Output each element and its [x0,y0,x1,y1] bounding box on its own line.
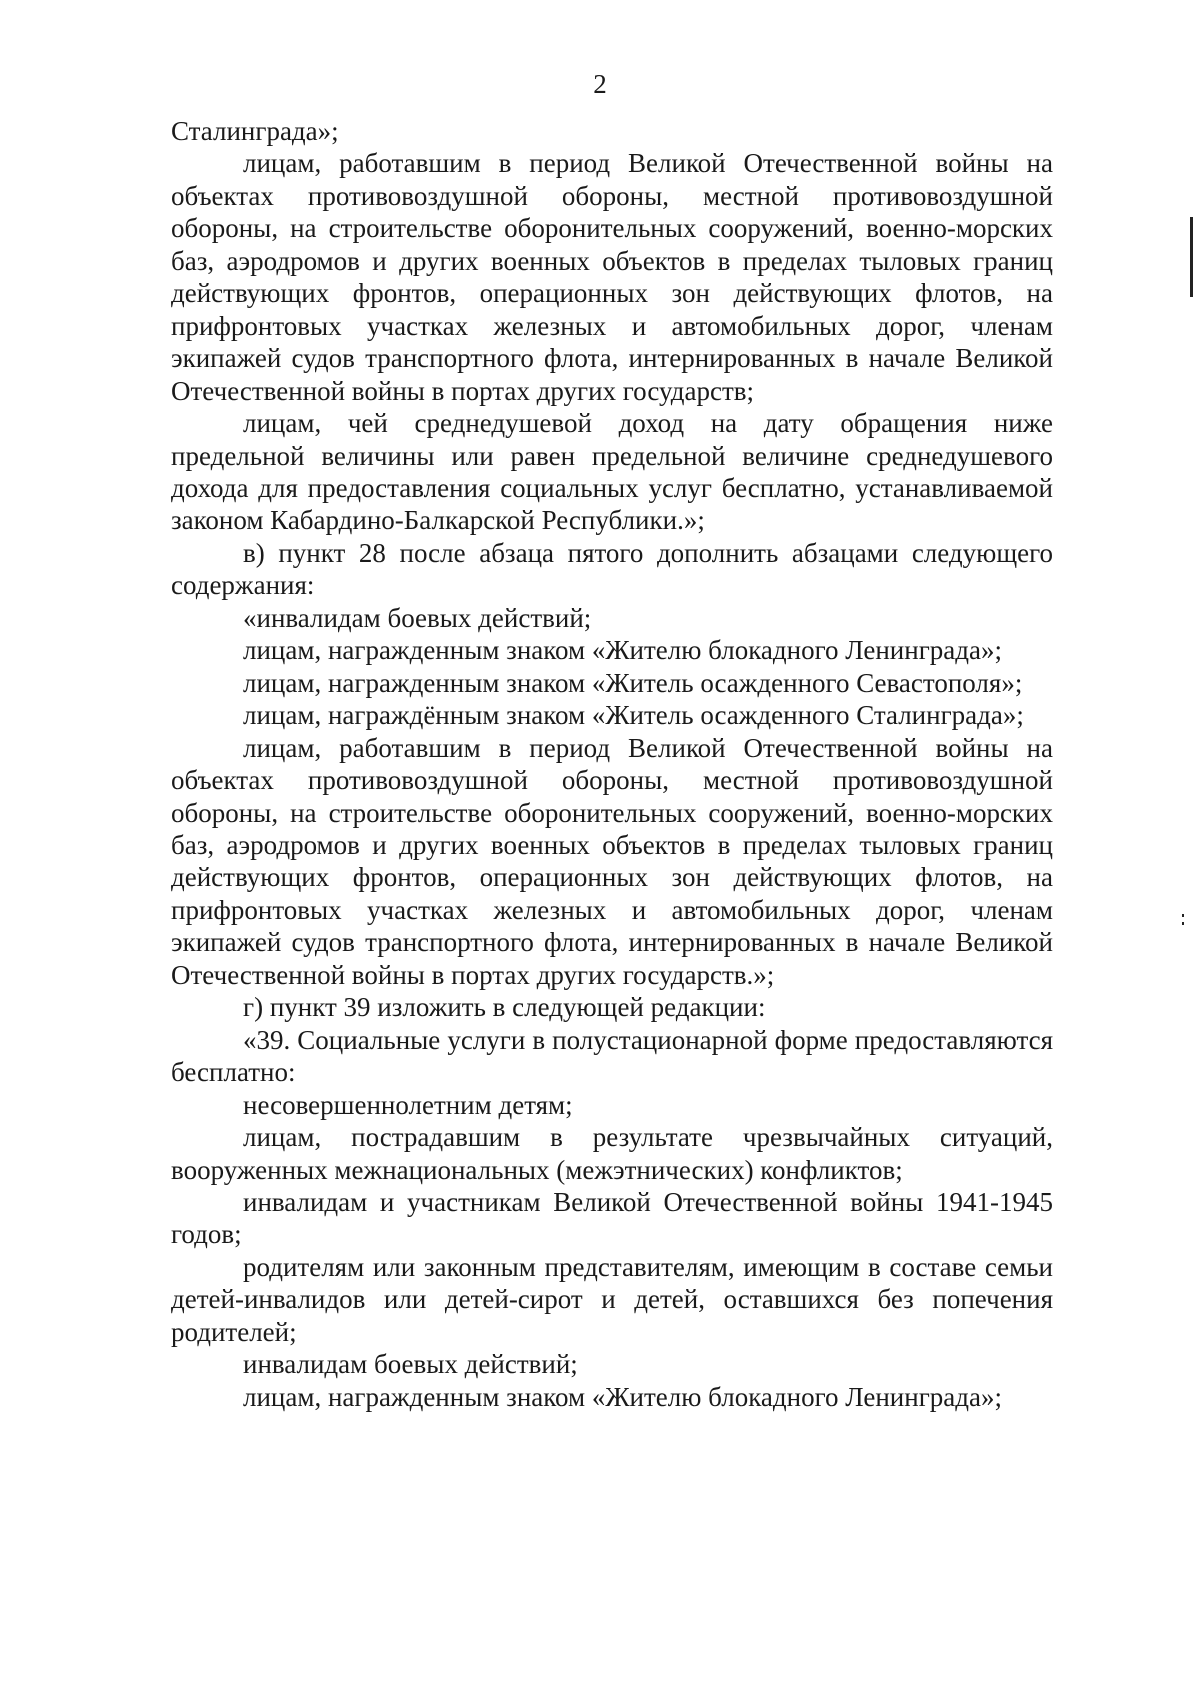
scan-artifact [1182,914,1184,917]
paragraph: инвалидам и участникам Великой Отечественной войны 1941-1945 годов; [171,1186,1053,1250]
paragraph: лицам, работавшим в период Великой Отечественной войны на объектах противовоздушной обороны, местной противовоздушной обороны, на строительстве оборонительных сооружений, военно-морских баз, аэродромов и других военных объектов в пределах тыловых границ действующих фронтов, операционных зон действующих флотов, на прифронтовых участках железных и автомобильных дорог, членам экипажей судов транспортного флота, интернированных в начале Великой Отечественной войны в портах других государств.»; [171,732,1053,990]
paragraph: лицам, награжденным знаком «Житель осажденного Севастополя»; [243,667,1023,698]
page-number: 2 [593,69,607,99]
paragraph: «39. Социальные услуги в полустационарной форме предоставляются бесплатно: [171,1024,1053,1088]
paragraph: лицам, пострадавшим в результате чрезвычайных ситуаций, вооруженных межнациональных (межэтнических) конфликтов; [171,1122,1053,1185]
paragraph: лицам, чей среднедушевой доход на дату обращения ниже предельной величины или равен предельной величине среднедушевого дохода для предоставления социальных услуг бесплатно, устанавливаемой законом Кабардино-Балкарской Республики.»; [171,408,1053,536]
paragraph: инвалидам боевых действий; [243,1349,578,1380]
scan-artifact [1182,922,1184,925]
paragraph: г) пункт 39 изложить в следующей редакции: [243,992,766,1023]
paragraph: несовершеннолетним детям; [243,1089,573,1120]
paragraph: в) пункт 28 после абзаца пятого дополнить абзацами следующего содержания: [171,537,1053,601]
paragraph: Сталинграда»; [171,116,339,146]
scan-artifact [1190,217,1193,297]
paragraph: лицам, награжденным знаком «Жителю блокадного Ленинграда»; [243,1381,1002,1412]
paragraph: родителям или законным представителям, имеющим в составе семьи детей-инвалидов или детей-сирот и детей, оставшихся без попечения родителей; [171,1251,1053,1347]
paragraph: «инвалидам боевых действий; [243,602,592,633]
document-body [171,115,1053,1413]
paragraph: лицам, награждённым знаком «Житель осажденного Сталинграда»; [243,700,1024,731]
paragraph: лицам, награжденным знаком «Жителю блокадного Ленинграда»; [243,635,1002,666]
paragraph: лицам, работавшим в период Великой Отечественной войны на объектах противовоздушной обороны, местной противовоздушной обороны, на строительстве оборонительных сооружений, военно-морских баз, аэродромов и других военных объектов в пределах тыловых границ действующих фронтов, операционных зон действующих флотов, на прифронтовых участках железных и автомобильных дорог, членам экипажей судов транспортного флота, интернированных в начале Великой Отечественной войны в портах других государств; [171,148,1053,406]
